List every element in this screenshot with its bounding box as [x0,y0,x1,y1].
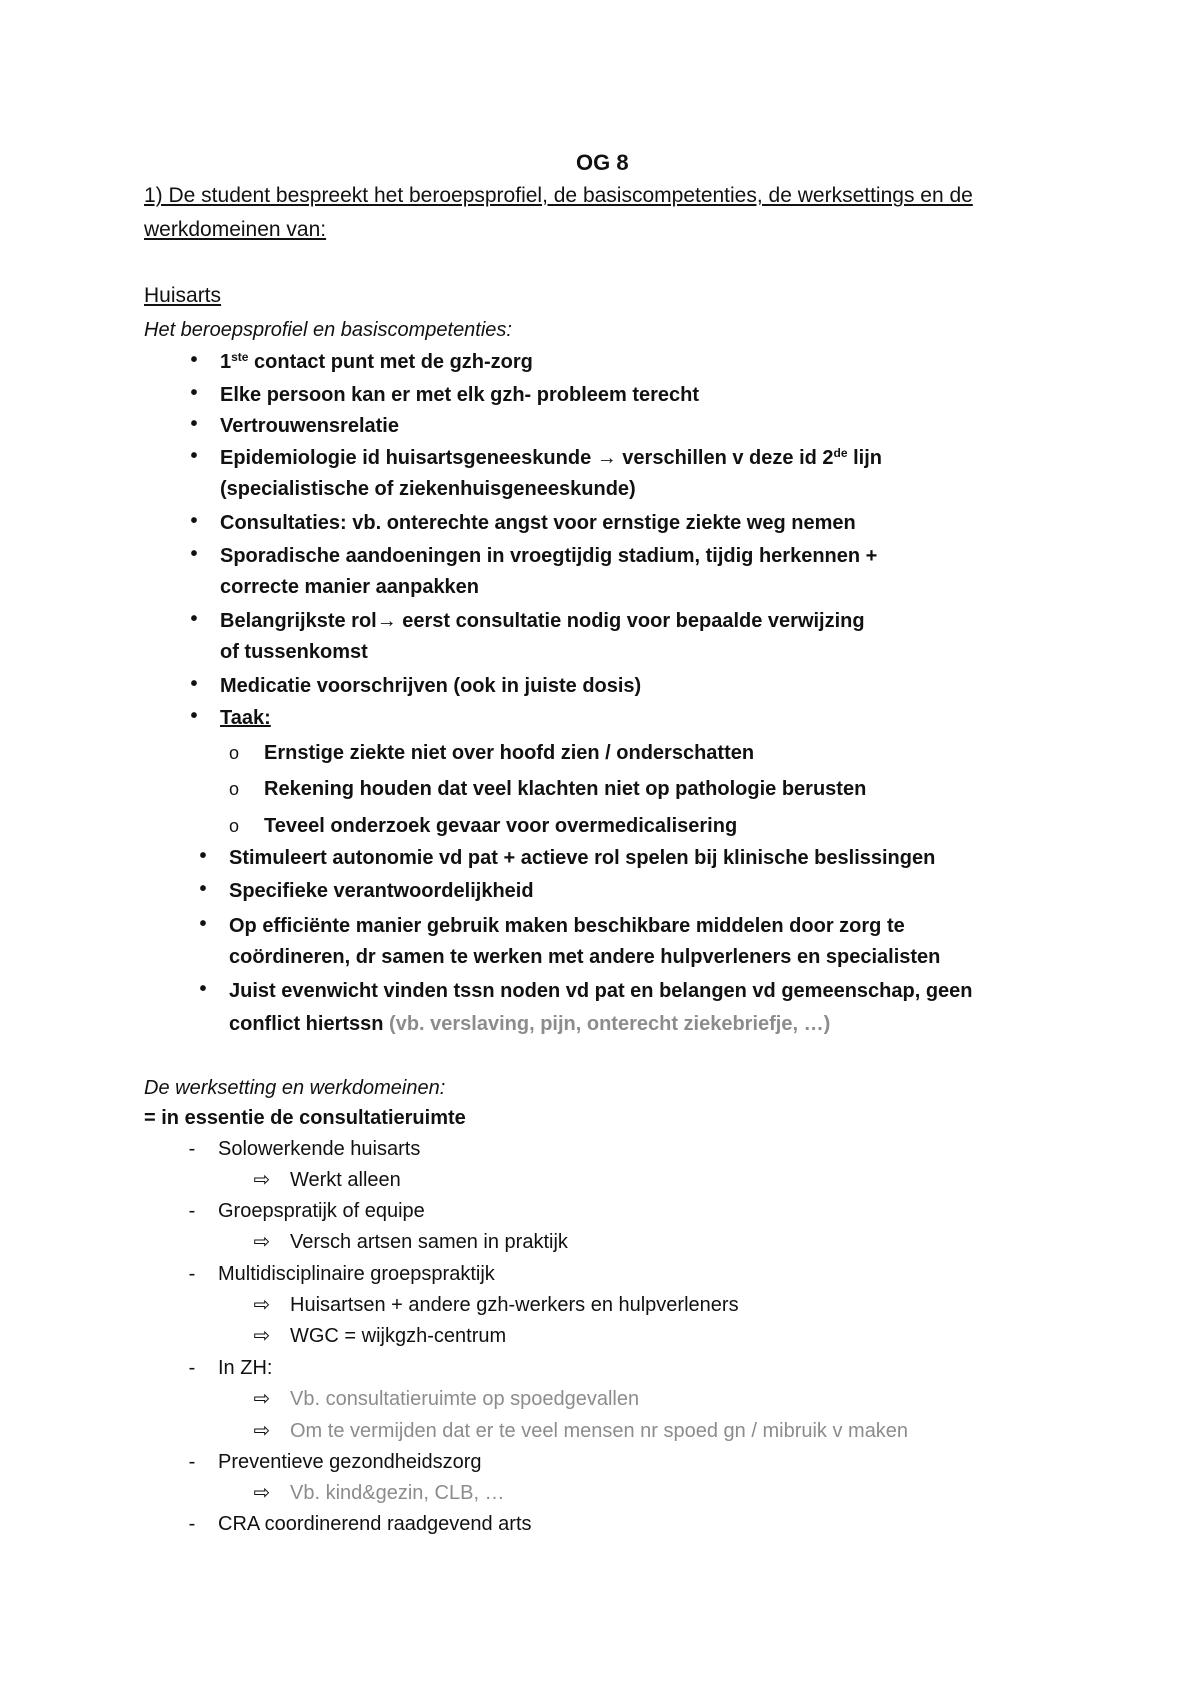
question-heading-line1: 1) De student bespreekt het beroepsprofiel, de basiscompetenties, de werksettings en de [144,184,973,207]
sub-bullet-item-1: o Ernstige ziekte niet over hoofd zien / onderschatten [228,741,754,765]
bullet-item-7: • Belangrijkste rol→ eerst consultatie nodig voor bepaalde verwijzing [186,609,865,633]
bullet-item-12-cont: coördineren, dr samen te werken met andere hulpverleners en specialisten [229,946,941,968]
arrow-right-icon: → [596,447,617,469]
setting-item-1: - Solowerkende huisarts [186,1137,420,1161]
bullet-marker: • [190,413,198,435]
subsection-title-profile: Het beroepsprofiel en basiscompetenties: [144,319,512,341]
bullet-marker: • [190,382,198,404]
bullet-item-10: • Stimuleert autonomie vd pat + actieve rol spelen bij klinische beslissingen [195,846,935,870]
dash-marker: - [188,1263,196,1285]
arrow-outline-icon: ⇨ [253,1231,271,1253]
dash-marker: - [188,1357,196,1379]
bullet-marker: • [199,913,207,935]
bullet-item-1: • 1ste contact punt met de gzh-zorg [186,350,533,374]
bullet-marker: • [199,978,207,1000]
sub-bullet-item-3: o Teveel onderzoek gevaar voor overmedicalisering [228,814,737,838]
setting-item-4: - In ZH: [186,1356,272,1380]
setting-subitem-3b: ⇨ WGC = wijkgzh-centrum [254,1324,506,1348]
arrow-outline-icon: ⇨ [253,1388,271,1410]
subsection-title-settings: De werksetting en werkdomeinen: [144,1077,446,1099]
gray-note: (vb. verslaving, pijn, onterecht ziekebriefje, …) [389,1013,831,1035]
bullet-marker: • [190,673,198,695]
bullet-item-6: • Sporadische aandoeningen in vroegtijdig stadium, tijdig herkennen + [186,544,877,568]
sub-bullet-item-2: o Rekening houden dat veel klachten niet op pathologie berusten [228,777,866,801]
bullet-marker: • [190,543,198,565]
arrow-right-icon: → [376,610,397,632]
setting-item-5: - Preventieve gezondheidszorg [186,1450,482,1474]
setting-item-6: - CRA coordinerend raadgevend arts [186,1512,532,1536]
dash-marker: - [188,1138,196,1160]
dash-marker: - [188,1200,196,1222]
bullet-item-7-cont: of tussenkomst [220,641,368,663]
bullet-marker: • [190,349,198,371]
essence-line: = in essentie de consultatieruimte [144,1107,466,1129]
setting-subitem-4a: ⇨ Vb. consultatieruimte op spoedgevallen [254,1387,639,1411]
bullet-item-4-cont: (specialistische of ziekenhuisgeneeskunde) [220,478,636,500]
arrow-outline-icon: ⇨ [253,1325,271,1347]
bullet-item-6-cont: correcte manier aanpakken [220,576,480,598]
setting-subitem-2a: ⇨ Versch artsen samen in praktijk [254,1230,568,1254]
arrow-outline-icon: ⇨ [253,1420,271,1442]
setting-item-3: - Multidisciplinaire groepspraktijk [186,1262,495,1286]
bullet-item-13-cont: conflict hiertssn (vb. verslaving, pijn, onterecht ziekebriefje, …) [229,1013,831,1035]
bullet-item-2: • Elke persoon kan er met elk gzh- probleem terecht [186,383,699,407]
bullet-item-11: • Specifieke verantwoordelijkheid [195,879,534,903]
bullet-marker: • [190,445,198,467]
bullet-item-8: • Medicatie voorschrijven (ook in juiste dosis) [186,674,641,698]
bullet-marker: • [199,845,207,867]
bullet-marker: • [190,608,198,630]
bullet-marker: • [190,510,198,532]
circle-marker: o [228,743,239,763]
arrow-outline-icon: ⇨ [253,1294,271,1316]
bullet-item-13: • Juist evenwicht vinden tssn noden vd pat en belangen vd gemeenschap, geen [195,979,973,1003]
bullet-item-4: • Epidemiologie id huisartsgeneeskunde → verschillen v deze id 2de lijn [186,446,882,470]
bullet-marker: • [190,705,198,727]
setting-subitem-5a: ⇨ Vb. kind&gezin, CLB, … [254,1481,505,1505]
bullet-item-9: • Taak: [186,706,271,730]
circle-marker: o [228,816,239,836]
circle-marker: o [228,779,239,799]
section-title: Huisarts [144,284,222,307]
arrow-outline-icon: ⇨ [253,1169,271,1191]
bullet-item-3: • Vertrouwensrelatie [186,414,399,438]
arrow-outline-icon: ⇨ [253,1482,271,1504]
dash-marker: - [188,1513,196,1535]
setting-subitem-3a: ⇨ Huisartsen + andere gzh-werkers en hulpverleners [254,1293,739,1317]
setting-subitem-4b: ⇨ Om te vermijden dat er te veel mensen nr spoed gn / mibruik v maken [254,1419,908,1443]
setting-item-2: - Groepspratijk of equipe [186,1199,425,1223]
bullet-item-5: • Consultaties: vb. onterechte angst voor ernstige ziekte weg nemen [186,511,856,535]
bullet-marker: • [199,878,207,900]
question-heading-line2: werkdomeinen van: [144,218,327,241]
bullet-item-12: • Op efficiënte manier gebruik maken beschikbare middelen door zorg te [195,914,905,938]
dash-marker: - [188,1451,196,1473]
page-title: OG 8 [576,150,629,175]
setting-subitem-1a: ⇨ Werkt alleen [254,1168,401,1192]
